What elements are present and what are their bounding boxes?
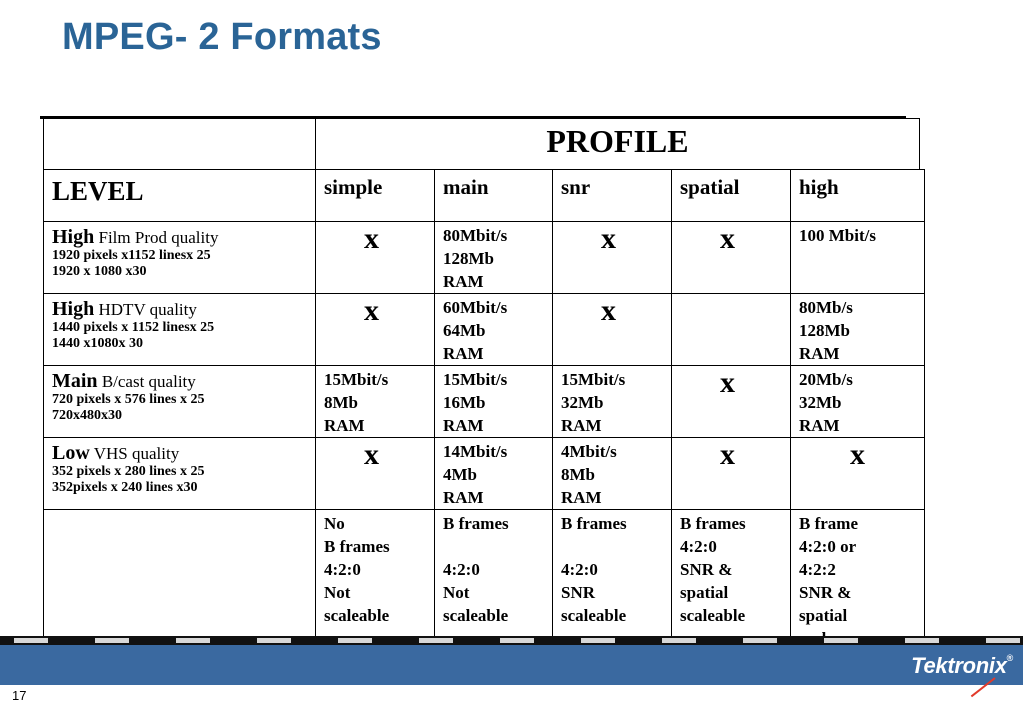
table-cell: x	[552, 293, 672, 366]
col-header-simple: simple	[315, 169, 435, 222]
table-cell: x	[315, 437, 435, 510]
table-cell: 15Mbit/s 8Mb RAM	[315, 365, 435, 438]
col-header-high: high	[790, 169, 925, 222]
level-description: HDTV quality	[98, 300, 197, 319]
col-header-spatial: spatial	[671, 169, 791, 222]
level-cell-high-film	[43, 221, 316, 294]
level-description: VHS quality	[93, 444, 180, 463]
level-header: LEVEL	[43, 169, 316, 222]
col-header-snr: snr	[552, 169, 672, 222]
table-cell: x	[671, 437, 791, 510]
table-cell: x	[671, 365, 791, 438]
table-cell: 100 Mbit/s	[790, 221, 925, 294]
table-cell: 60Mbit/s 64Mb RAM	[434, 293, 553, 366]
level-cell-high-hdtv	[43, 293, 316, 366]
level-name: High	[52, 298, 95, 320]
table-cell: x	[315, 293, 435, 366]
table-cell: 4Mbit/s 8Mb RAM	[552, 437, 672, 510]
table-cell	[671, 293, 791, 366]
level-description: B/cast quality	[101, 372, 196, 391]
table-cell: x	[315, 221, 435, 294]
notes-label-empty	[43, 509, 316, 651]
header-rule	[40, 116, 906, 119]
level-resolution-30: 1440 x1080x 30	[52, 336, 143, 351]
registered-mark: ®	[1006, 653, 1013, 663]
footer-stripe	[0, 636, 1023, 645]
table-cell: 80Mbit/s 128Mb RAM	[434, 221, 553, 294]
level-resolution-30: 352pixels x 240 lines x30	[52, 480, 198, 495]
level-description: Film Prod quality	[98, 228, 219, 247]
table-cell: 80Mb/s 128Mb RAM	[790, 293, 925, 366]
logo-slash-icon	[971, 677, 996, 697]
level-resolution-25: 352 pixels x 280 lines x 25	[52, 464, 205, 479]
table-cell: 20Mb/s 32Mb RAM	[790, 365, 925, 438]
logo-text: Tektronix	[911, 653, 1007, 678]
profile-header: PROFILE	[315, 118, 920, 170]
table-cell: x	[671, 221, 791, 294]
table-cell: x	[790, 437, 925, 510]
table-cell: 15Mbit/s 32Mb RAM	[552, 365, 672, 438]
level-name: Main	[52, 370, 98, 392]
level-cell-main	[43, 365, 316, 438]
level-resolution-30: 1920 x 1080 x30	[52, 264, 147, 279]
level-resolution-25: 720 pixels x 576 lines x 25	[52, 392, 205, 407]
level-name: Low	[52, 442, 90, 464]
col-header-main: main	[434, 169, 553, 222]
notes-cell-simple: No B frames 4:2:0 Not scaleable	[315, 509, 435, 651]
table-cell: 15Mbit/s 16Mb RAM	[434, 365, 553, 438]
page-number: 17	[12, 688, 27, 703]
level-resolution-25: 1920 pixels x1152 linesx 25	[52, 248, 211, 263]
footer-band	[0, 645, 1023, 685]
level-resolution-25: 1440 pixels x 1152 linesx 25	[52, 320, 215, 335]
page-title: MPEG- 2 Formats	[62, 16, 382, 58]
level-cell-low	[43, 437, 316, 510]
notes-cell-snr: B frames 4:2:0 SNR scaleable	[552, 509, 672, 651]
table-cell: x	[552, 221, 672, 294]
table-cell: 14Mbit/s 4Mb RAM	[434, 437, 553, 510]
tektronix-logo	[911, 653, 1013, 679]
corner-empty-cell	[43, 118, 316, 170]
level-resolution-30: 720x480x30	[52, 408, 122, 423]
notes-cell-main: B frames 4:2:0 Not scaleable	[434, 509, 553, 651]
notes-cell-spatial: B frames 4:2:0 SNR & spatial scaleable	[671, 509, 791, 651]
notes-cell-high: B frame 4:2:0 or 4:2:2 SNR & spatial	[790, 509, 925, 651]
level-name: High	[52, 226, 95, 248]
